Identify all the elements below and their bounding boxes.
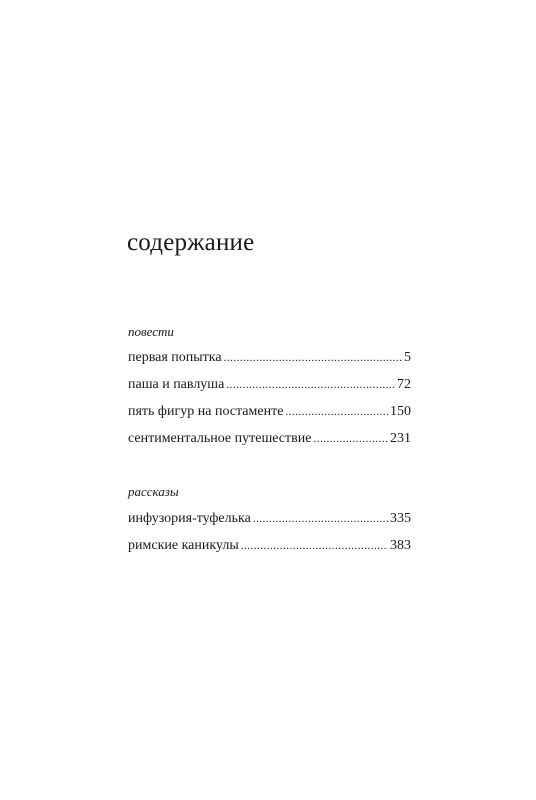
dot-leader [224, 345, 402, 372]
toc-entry-title: первая попытка [128, 350, 222, 365]
toc-list-rasskazy [128, 505, 411, 559]
toc-entry-page: 150 [390, 404, 411, 419]
toc-entry-page: 231 [390, 431, 411, 446]
dot-leader [253, 506, 388, 533]
toc-entry [128, 532, 411, 559]
toc-entry [128, 425, 411, 452]
section-heading-povesti: повести [128, 324, 174, 339]
toc-entry-page: 72 [397, 377, 411, 392]
toc-entry-title: сентиментальное путешествие [128, 431, 312, 446]
toc-entry [128, 371, 411, 398]
toc-entry-title: римские каникулы [128, 538, 239, 553]
section-heading-rasskazy: рассказы [128, 484, 179, 499]
dot-leader [313, 426, 388, 453]
toc-entry [128, 505, 411, 532]
dot-leader [226, 372, 395, 399]
toc-entry [128, 398, 411, 425]
toc-entry-page: 383 [390, 538, 411, 553]
toc-entry [128, 344, 411, 371]
dot-leader [285, 399, 388, 426]
toc-entry-page: 5 [404, 350, 411, 365]
toc-entry-title: паша и павлуша [128, 377, 225, 392]
toc-list-povesti [128, 344, 411, 452]
page-title: содержание [127, 229, 255, 256]
dot-leader [241, 533, 388, 560]
toc-entry-title: пять фигур на постаменте [128, 404, 284, 419]
toc-entry-title: инфузория-туфелька [128, 511, 251, 526]
toc-entry-page: 335 [390, 511, 411, 526]
